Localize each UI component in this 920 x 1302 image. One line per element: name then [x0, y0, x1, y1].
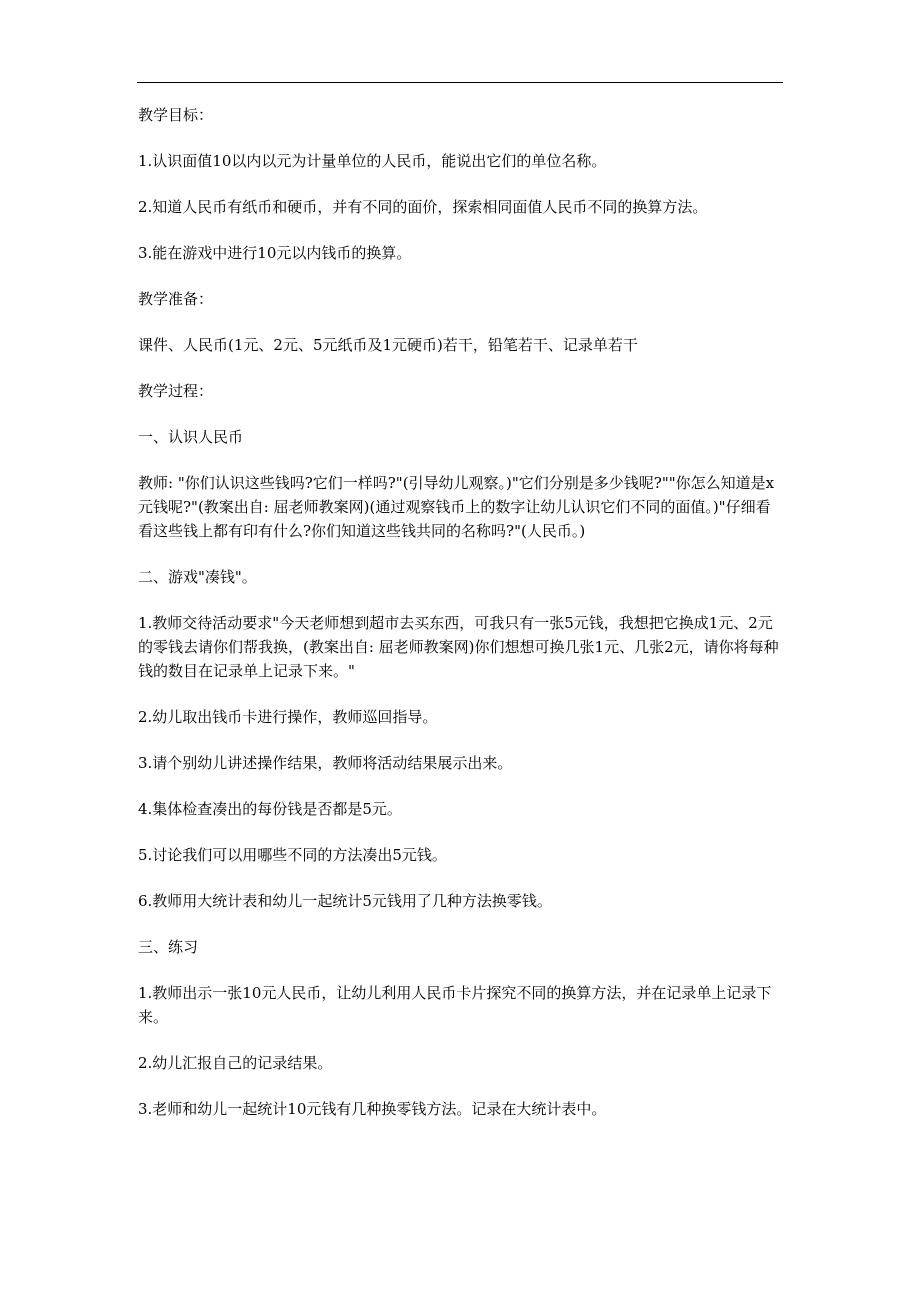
- process-part-1-text: 教师: "你们认识这些钱吗?它们一样吗?"(引导幼儿观察。)"它们分别是多少钱呢?""你怎么知道是x元钱呢?"(教案出自: 屈老师教案网)(通过观察钱币上的数字让幼儿认识它们不同的面值。)"仔细看看这些钱上都有印有什么?你们知道这些钱共同的名称吗?"(人民币。): [138, 474, 775, 540]
- practice-step-3: 3.老师和幼儿一起统计10元钱有几种换零钱方法。记录在大统计表中。: [138, 1100, 607, 1118]
- objective-item-1: 1.认识面值10以内以元为计量单位的人民币，能说出它们的单位名称。: [138, 152, 607, 170]
- process-part-3-heading: 三、练习: [138, 938, 199, 956]
- game-step-5: 5.讨论我们可以用哪些不同的方法凑出5元钱。: [138, 846, 447, 864]
- section-heading-objectives: 教学目标：: [138, 106, 214, 124]
- game-step-4: 4.集体检查凑出的每份钱是否都是5元。: [138, 800, 402, 818]
- document-body: [138, 103, 784, 1143]
- game-step-3: 3.请个别幼儿讲述操作结果，教师将活动结果展示出来。: [138, 754, 513, 772]
- game-step-6: 6.教师用大统计表和幼儿一起统计5元钱用了几种方法换零钱。: [138, 892, 552, 910]
- practice-step-1: 1.教师出示一张10元人民币，让幼儿利用人民币卡片探究不同的换算方法，并在记录单上记录下来。: [138, 984, 772, 1026]
- section-heading-process: 教学过程：: [138, 382, 214, 400]
- header-rule: [137, 82, 783, 83]
- section-heading-preparation: 教学准备：: [138, 290, 214, 308]
- preparation-text: 课件、人民币(1元、2元、5元纸币及1元硬币)若干，铅笔若干、记录单若干: [138, 336, 638, 354]
- game-step-2: 2.幼儿取出钱币卡进行操作，教师巡回指导。: [138, 708, 438, 726]
- process-part-1-heading: 一、认识人民币: [138, 428, 244, 446]
- objective-item-3: 3.能在游戏中进行10元以内钱币的换算。: [138, 244, 412, 262]
- game-step-1: 1.教师交待活动要求"今天老师想到超市去买东西，可我只有一张5元钱，我想把它换成1元、2元的零钱去请你们帮我换，(教案出自: 屈老师教案网)你们想想可换几张1元、几张2元，请你将每种钱的数目在记录单上记录下来。": [138, 614, 779, 680]
- process-part-2-heading: 二、游戏"凑钱"。: [138, 568, 257, 586]
- practice-step-2: 2.幼儿汇报自己的记录结果。: [138, 1054, 333, 1072]
- objective-item-2: 2.知道人民币有纸币和硬币，并有不同的面价，探索相同面值人民币不同的换算方法。: [138, 198, 708, 216]
